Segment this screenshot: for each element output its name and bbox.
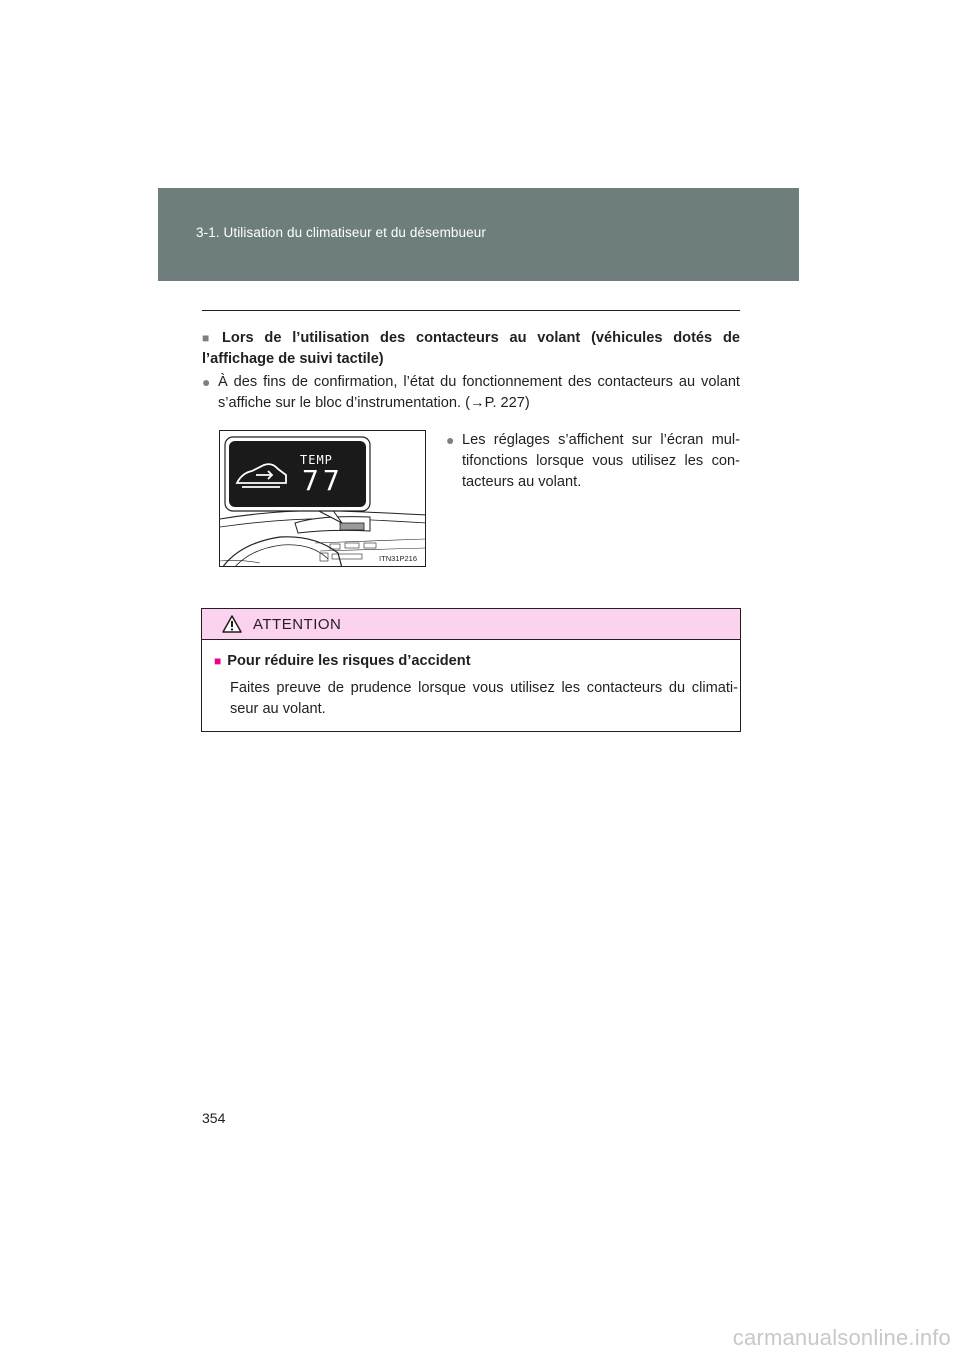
watermark: carmanualsonline.info	[732, 1325, 951, 1350]
circle-bullet-icon: ●	[202, 374, 211, 390]
section-heading-text: Lors de l’utilisation des contacteurs au volant (véhicules dotés de l’affichage de suivi tactile)	[202, 330, 740, 367]
circle-bullet-icon: ●	[446, 432, 455, 448]
section-title: 3-1. Utilisation du climatiseur et du désembueur	[196, 225, 486, 240]
header-band	[158, 188, 799, 281]
section-divider	[202, 310, 740, 311]
bullet-text: À des fins de confirmation, l’état du fonctionnement des contacteurs au volant s’affiche sur le bloc d’instrumentation. (→P. 227)	[218, 374, 740, 411]
bullet-text: Les réglages s’affichent sur l’écran mul-tifonctions lorsque vous utilisez les con-tacteurs au volant.	[462, 432, 740, 490]
section-heading	[202, 328, 740, 370]
attention-body: Faites preuve de prudence lorsque vous utilisez les contacteurs du climati-seur au volant.	[230, 680, 738, 717]
attention-subheading	[214, 653, 471, 669]
square-bullet-icon: ■	[202, 331, 216, 345]
attention-box	[201, 608, 741, 732]
display-value: 77	[302, 464, 344, 497]
attention-header	[202, 609, 740, 640]
page-number: 354	[202, 1110, 226, 1126]
square-bullet-icon: ■	[214, 654, 222, 668]
attention-title: ATTENTION	[253, 616, 342, 633]
warning-icon	[222, 615, 242, 638]
figure-code: ITN31P216	[379, 554, 417, 563]
bullet-item	[202, 372, 740, 414]
bullet-item	[446, 430, 740, 493]
attention-subheading-text: Pour réduire les risques d’accident	[227, 653, 471, 669]
dashboard-illustration	[219, 430, 426, 567]
display-label: TEMP	[300, 453, 333, 467]
